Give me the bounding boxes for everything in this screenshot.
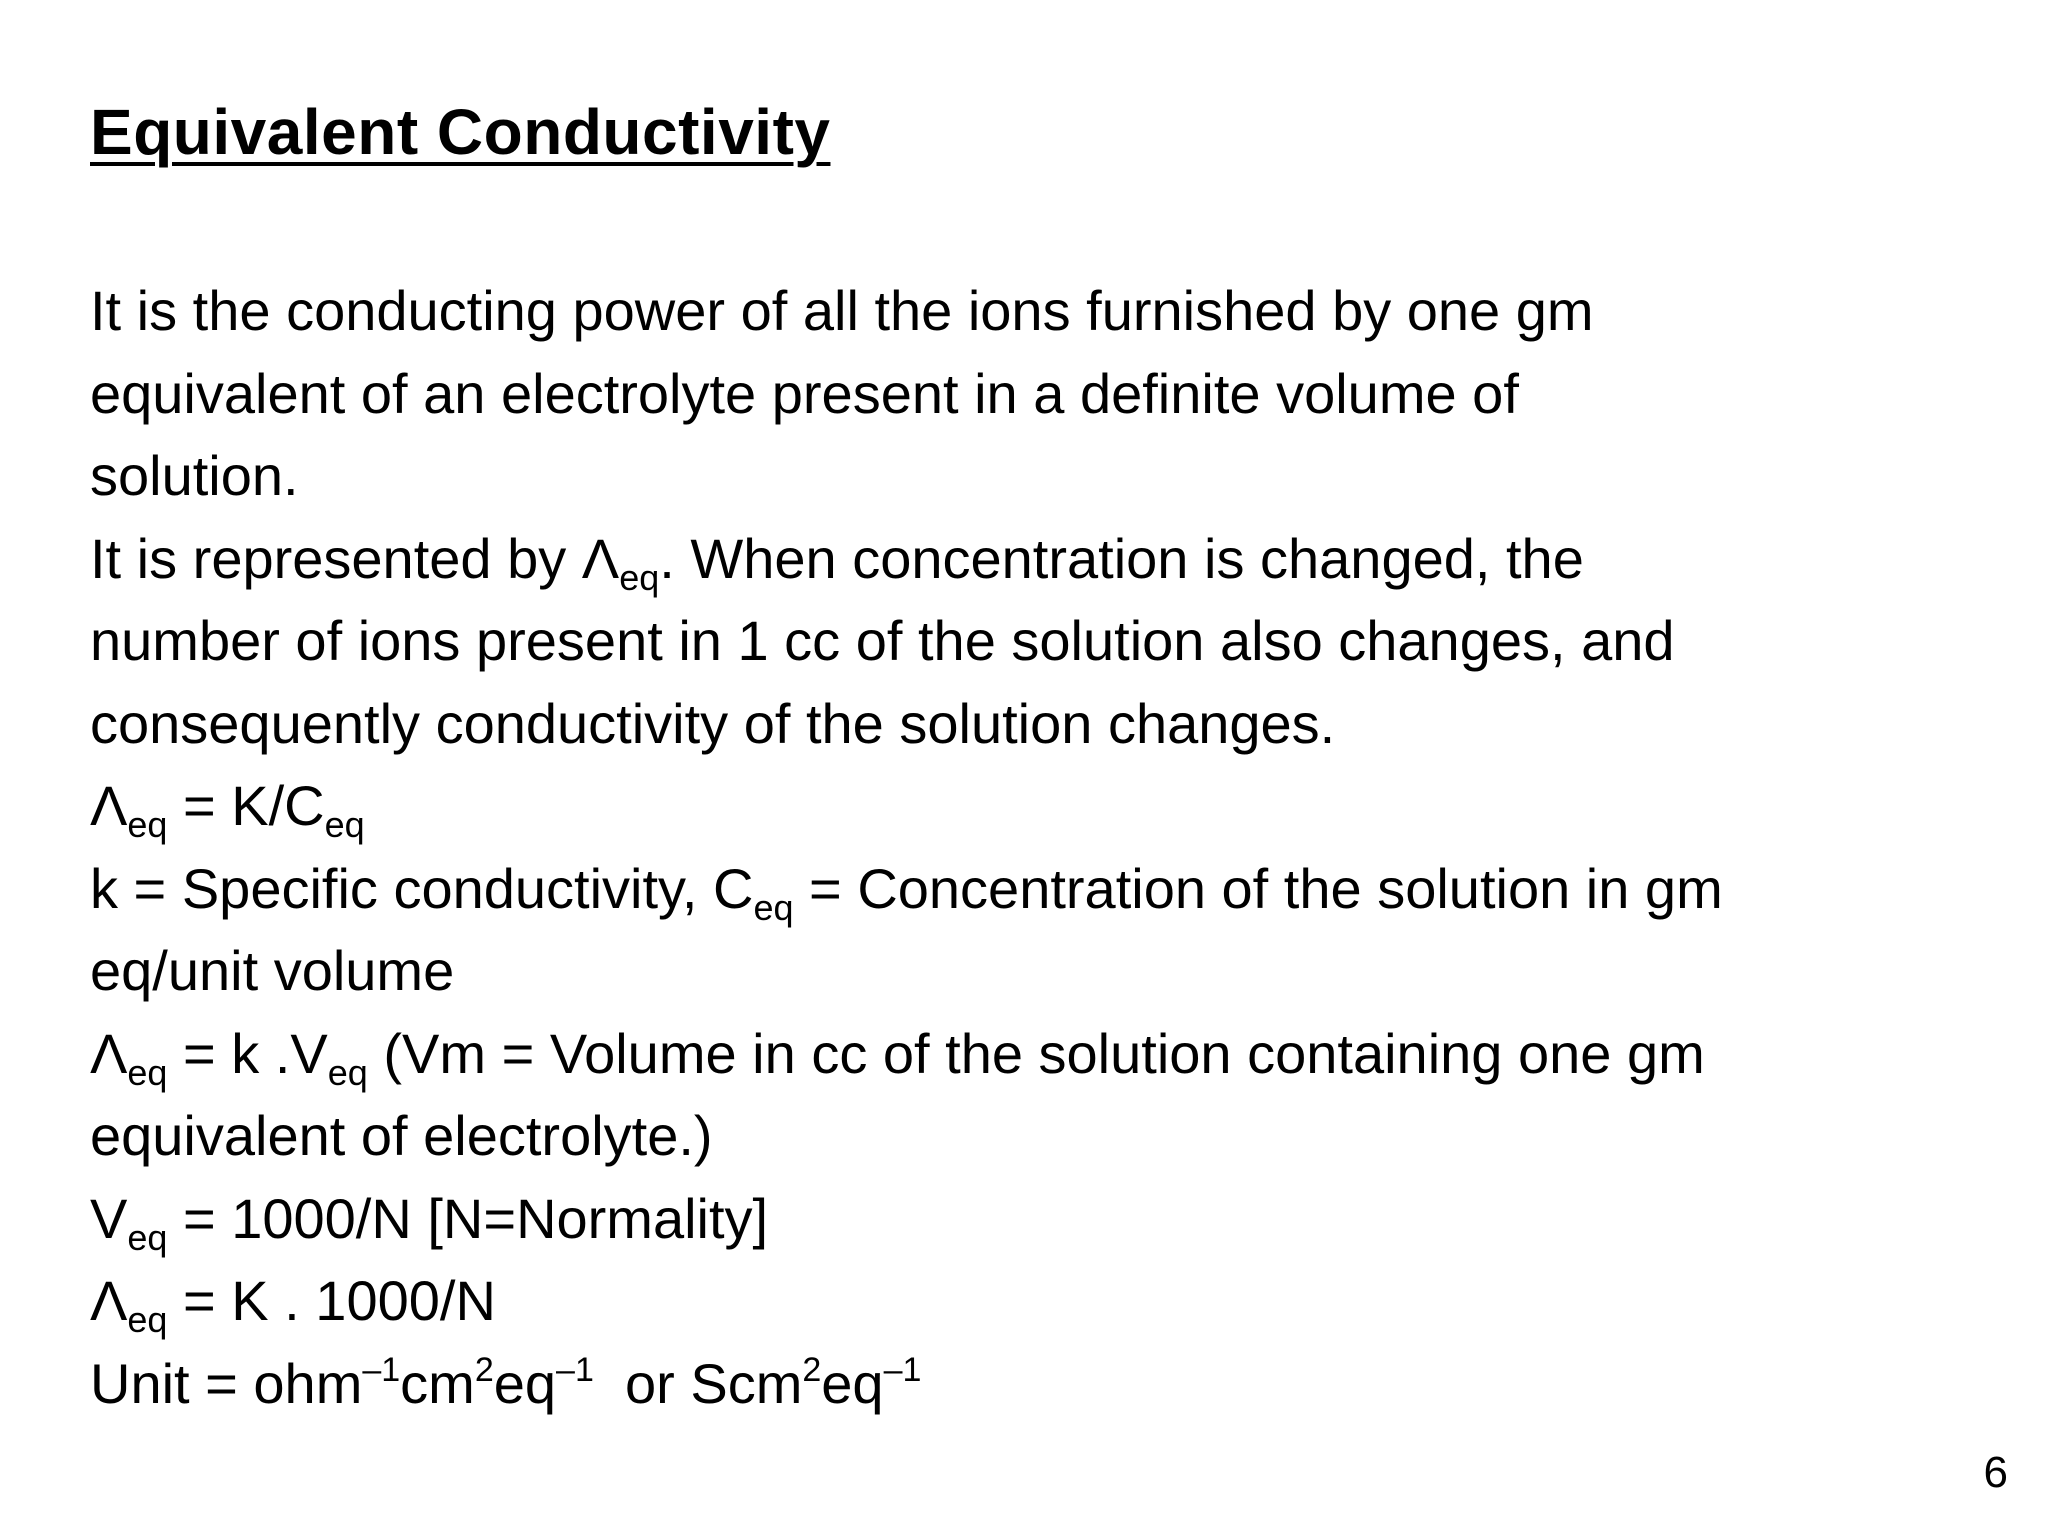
unit-sup-2: 2 [474,1350,494,1389]
formula-2-post: (Vm = Volume in cc of the solution containing one gm [367,1021,1705,1085]
definitions-pre: k = Specific conductivity, C [90,856,754,920]
formula-2-sub-2: eq [327,1051,368,1093]
formula-1 [90,765,1970,848]
represented-pre: It is represented by Λ [90,526,620,590]
formula-2-continuation: equivalent of electrolyte.) [90,1104,713,1167]
unit-sup-1: –1 [362,1350,401,1389]
formula-3 [90,1178,1970,1261]
definitions-sub: eq [753,886,794,928]
unit-pre: Unit = ohm [90,1351,363,1415]
formula-3-v: V [90,1186,128,1250]
represented-line [90,518,1970,601]
definition-line-3: solution. [90,444,299,507]
formula-2-mid: = k .V [167,1021,328,1085]
unit-line [90,1343,1970,1426]
definition-line-1: It is the conducting power of all the ions furnished by one gm [90,279,1594,342]
unit-sup-5: –1 [883,1350,922,1389]
definition-line-2: equivalent of an electrolyte present in a definite volume of [90,361,1519,425]
formula-1-sub-2: eq [324,804,365,845]
unit-volume-line: eq/unit volume [90,939,455,1002]
formula-3-post: = 1000/N [N=Normality] [167,1186,769,1250]
formula-4 [90,1260,1970,1343]
unit-eq-2: eq [821,1351,884,1415]
formula-1-mid: = K/C [167,774,325,837]
represented-post: . When concentration is changed, the [659,526,1584,590]
represented-sub: eq [619,556,660,598]
unit-or: or Scm [593,1351,803,1415]
formula-4-lambda: Λ [90,1269,128,1332]
formula-2 [90,1013,1970,1096]
formula-3-sub: eq [127,1216,168,1258]
unit-cm: cm [400,1351,475,1415]
formula-2-lambda: Λ [90,1021,128,1085]
formula-4-sub: eq [127,1299,168,1340]
formula-1-sub-1: eq [127,804,168,845]
definitions-post: = Concentration of the solution in gm [793,856,1723,920]
definitions-line [90,848,1970,931]
formula-2-sub-1: eq [127,1051,168,1093]
unit-eq: eq [493,1351,557,1415]
slide-title: Equivalent Conductivity [90,96,831,168]
slide-body [90,270,1970,1425]
ions-line: number of ions present in 1 cc of the solution also changes, and [90,609,1675,672]
consequently-line: consequently conductivity of the solution changes. [90,691,1336,755]
formula-1-lambda: Λ [90,774,128,837]
unit-sup-3: –1 [556,1350,594,1389]
unit-sup-4: 2 [802,1350,822,1389]
page-number: 6 [1983,1448,2008,1497]
formula-4-post: = K . 1000/N [167,1269,496,1332]
